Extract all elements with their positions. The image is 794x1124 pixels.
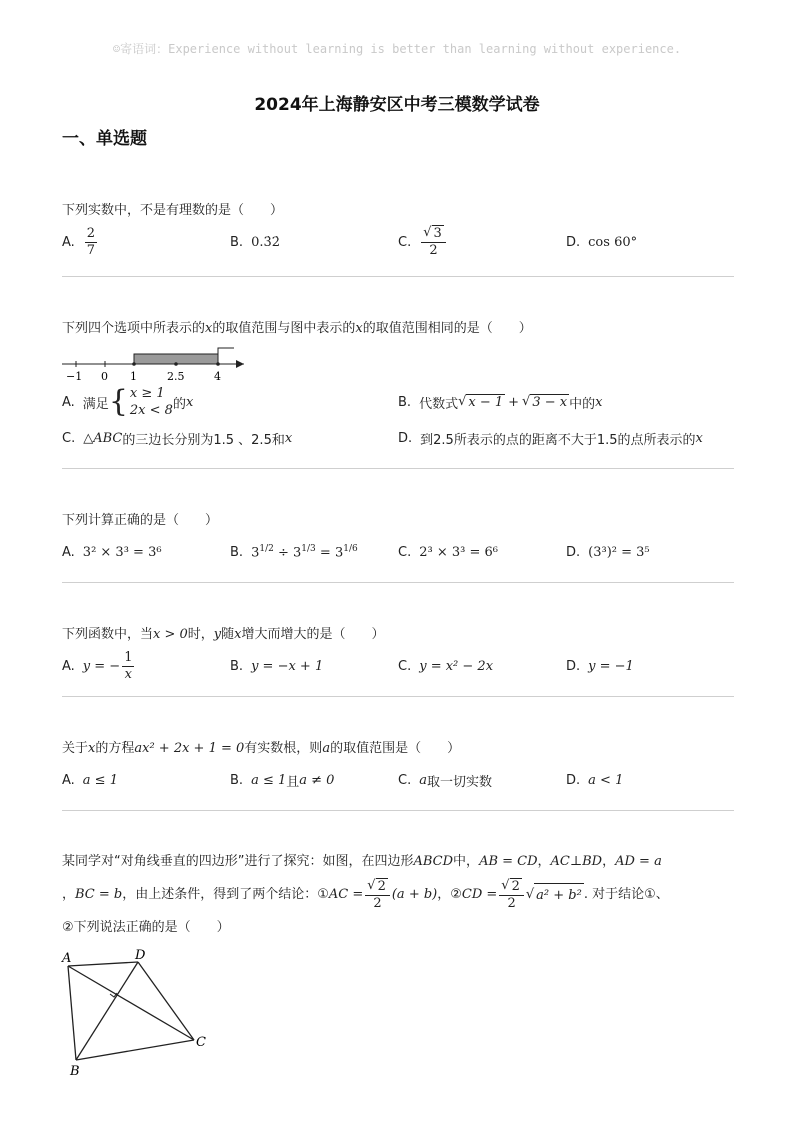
q4-option-b[interactable]: B. y = −x + 1 bbox=[230, 658, 324, 674]
axis-label: −1 bbox=[66, 370, 83, 382]
q2-a-system: { x ≥ 1 2x < 8 bbox=[108, 384, 173, 419]
q4-option-c[interactable]: C. y = x² − 2x bbox=[398, 658, 494, 674]
q1-option-d[interactable]: D. cos 60° bbox=[566, 234, 638, 250]
divider bbox=[62, 810, 734, 811]
watermark-text: ☺寄语词：Experience without learning is better than learning without experience. bbox=[112, 42, 682, 56]
question-5 bbox=[62, 738, 734, 800]
q4-option-a[interactable]: A. y = − $\frac{1}{x}$ bbox=[62, 649, 133, 682]
q2-option-b[interactable]: B. 代数式 √ x − 1 + √ 3 − x 中的 x bbox=[398, 394, 603, 412]
q3-option-b[interactable]: B. $3^{1/2} \div 3^{1/3} = 3^{1/6}$ bbox=[230, 543, 358, 561]
divider bbox=[62, 468, 734, 469]
vertex-label-a: A bbox=[62, 951, 72, 966]
divider bbox=[62, 582, 734, 583]
q3-option-c[interactable]: C. 2³ × 3³ = 6⁶ bbox=[398, 544, 498, 560]
q1-option-c[interactable]: C. √ 3 2 bbox=[398, 222, 448, 262]
q3-stem: 下列计算正确的是（ ） bbox=[62, 513, 219, 528]
question-4 bbox=[62, 624, 734, 686]
question-1 bbox=[62, 200, 734, 262]
q1-stem: 下列实数中，不是有理数的是（ ） bbox=[62, 203, 284, 218]
axis-label: 4 bbox=[214, 370, 221, 382]
q5-option-c[interactable]: C. a 取一切实数 bbox=[398, 772, 492, 790]
vertex-label-b: B bbox=[70, 1064, 80, 1078]
q5-option-d[interactable]: D. a < 1 bbox=[566, 772, 624, 788]
quadrilateral-figure bbox=[58, 948, 218, 1078]
q5-option-a[interactable]: A. a ≤ 1 bbox=[62, 772, 118, 788]
question-3 bbox=[62, 510, 734, 572]
q1-c-fraction: √ 3 2 bbox=[421, 225, 446, 259]
q5-stem: 关于x的方程ax² + 2x + 1 = 0有实数根，则a的取值范围是（ ） bbox=[62, 741, 461, 756]
number-line-figure bbox=[62, 342, 262, 382]
vertex-label-c: C bbox=[196, 1035, 206, 1050]
divider bbox=[62, 696, 734, 697]
section-title: 一、单选题 bbox=[62, 129, 147, 149]
q4-stem: 下列函数中，当x > 0时，y随x增大而增大的是（ ） bbox=[62, 627, 385, 642]
question-2 bbox=[62, 318, 734, 454]
q2-stem: 下列四个选项中所表示的x的取值范围与图中表示的x的取值范围相同的是（ ） bbox=[62, 321, 532, 336]
axis-label: 1 bbox=[130, 370, 137, 382]
q2-option-a[interactable]: A. 满足 { x ≥ 1 2x < 8 的 x bbox=[62, 384, 194, 419]
q2-option-d[interactable]: D. 到2.5所表示的点的距离不大于1.5的点所表示的 x bbox=[398, 430, 703, 448]
vertex-label-d: D bbox=[135, 948, 146, 963]
axis-label: 0 bbox=[101, 370, 108, 382]
q5-option-b[interactable]: B. a ≤ 1 且 a ≠ 0 bbox=[230, 772, 335, 790]
q6-stem-line-1: 某同学对“对角线垂直的四边形”进行了探究：如图，在四边形ABCD中，AB = CD，AC⊥BD，AD = a bbox=[62, 854, 662, 869]
q6-stem-line-3: ②下列说法正确的是（ ） bbox=[62, 920, 230, 935]
q3-option-a[interactable]: A. 3² × 3³ = 3⁶ bbox=[62, 544, 162, 560]
q1-a-fraction: $\frac{2}{7}$ bbox=[86, 225, 96, 258]
q6-stem-line-2: ， BC = b ，由上述条件，得到了两个结论：① AC = √ 2 2 (a + b) ，② CD = √ 2 2 √ a² + b² . 对于结论①、 bbox=[62, 878, 669, 911]
question-6 bbox=[62, 850, 734, 940]
divider bbox=[62, 276, 734, 277]
page-title: 2024年上海静安区中考三模数学试卷 bbox=[254, 95, 540, 115]
axis-label: 2.5 bbox=[167, 370, 185, 382]
q1-option-a[interactable]: A. $\frac{2}{7}$ bbox=[62, 225, 96, 258]
q1-option-b[interactable]: B. 0.3̇2̇ bbox=[230, 234, 281, 250]
q4-option-d[interactable]: D. y = −1 bbox=[566, 658, 634, 674]
q2-option-c[interactable]: C. △ ABC 的三边长分别为1.5 、2.5和 x bbox=[62, 430, 293, 448]
q3-option-d[interactable]: D. (3³)² = 3⁵ bbox=[566, 544, 650, 560]
